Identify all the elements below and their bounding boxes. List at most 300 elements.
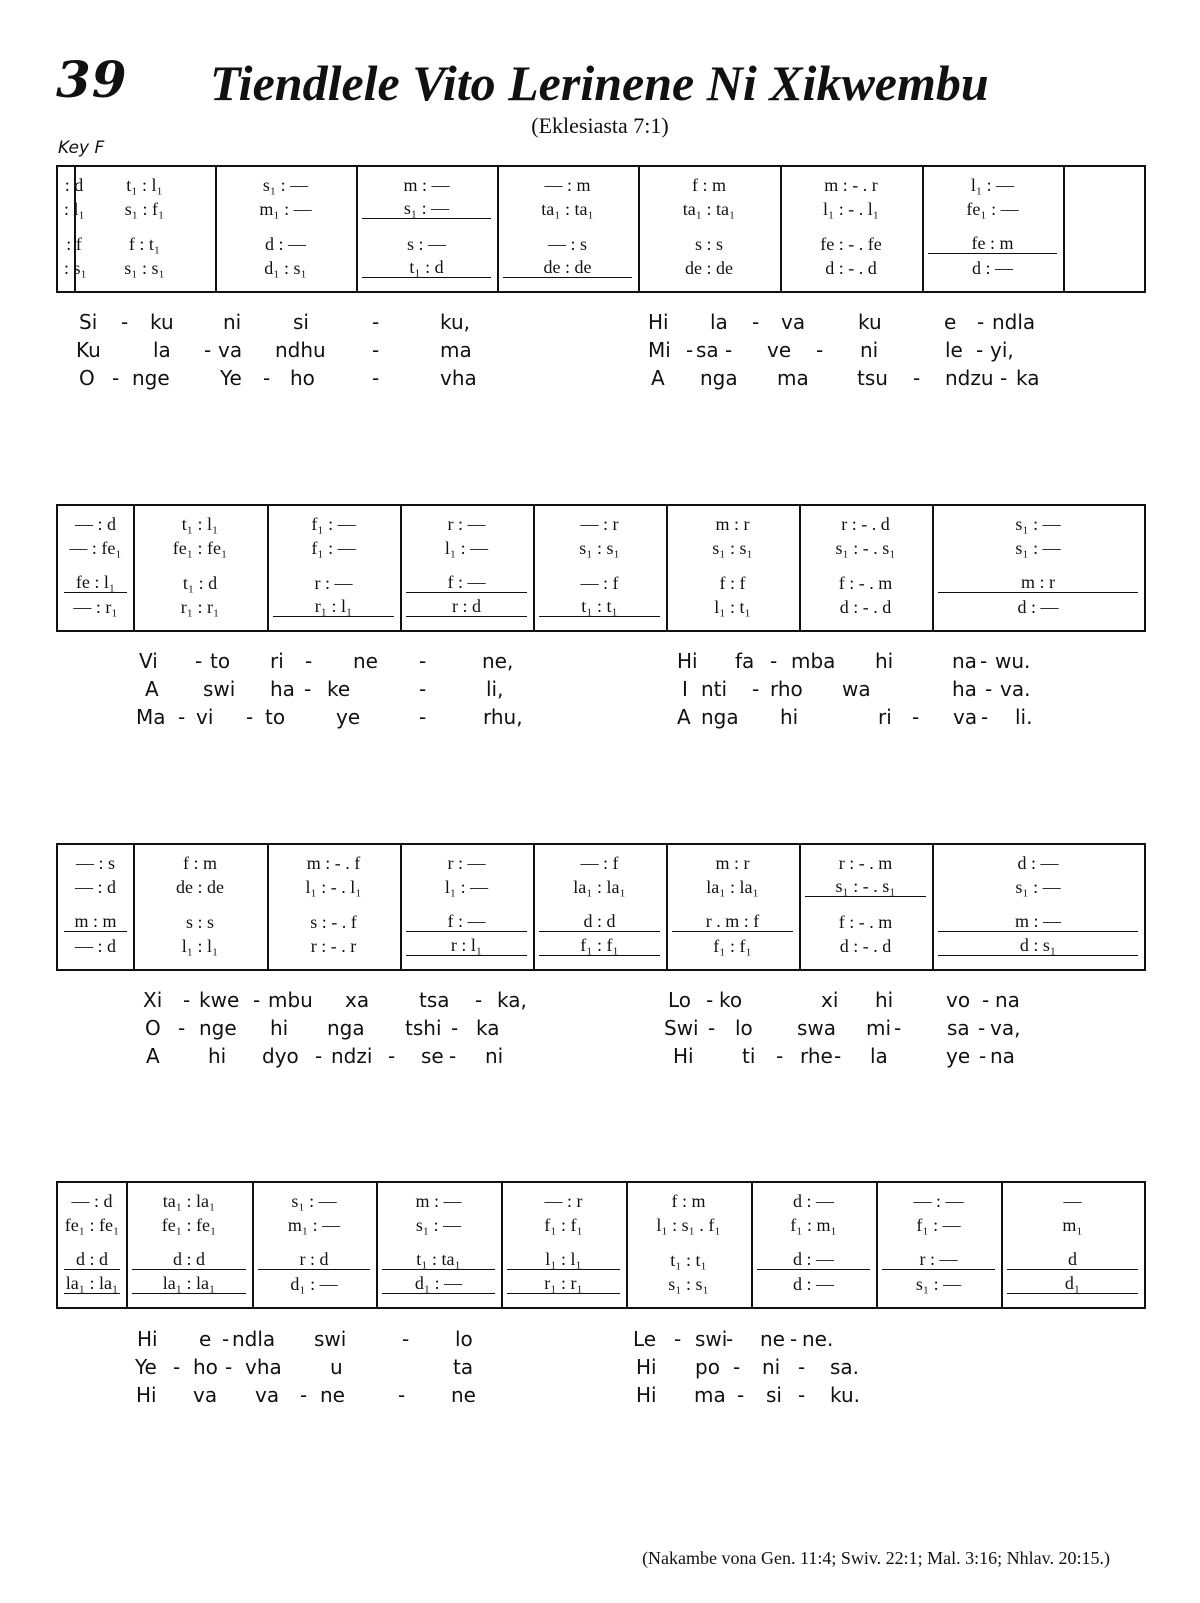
note-cell: — : s [547, 233, 587, 254]
note-cell: d : d [64, 1250, 120, 1270]
lyric-syllable: rhu, [483, 705, 523, 729]
note-cell: d : - . d [839, 596, 892, 617]
lyrics-block [0, 988, 1200, 1072]
lyric-syllable: ve [767, 338, 792, 362]
lyric-syllable: A [677, 705, 691, 729]
note-cell: l₁ : — [444, 537, 489, 558]
note-cell: s : s [185, 911, 214, 932]
lyric-syllable: A [146, 1044, 160, 1068]
lyric-syllable: ni [223, 310, 242, 334]
note-cell: : f [66, 233, 82, 254]
lyric-syllable: Ye [135, 1355, 157, 1379]
note-cell: fe₁ : fe₁ [64, 1214, 120, 1235]
lyric-syllable: Hi [136, 1383, 157, 1407]
lyric-syllable: Hi [648, 310, 669, 334]
note-cell: — : d [74, 513, 116, 534]
note-cell: — : m [544, 174, 591, 195]
lyric-syllable: - [402, 1327, 410, 1351]
note-cell: d : d [539, 912, 660, 932]
lyric-syllable: - [222, 1327, 230, 1351]
note-cell: s₁ : - . s₁ [805, 877, 926, 897]
note-cell: d₁ : s₁ [264, 257, 307, 278]
lyric-syllable: Ye [220, 366, 242, 390]
lyric-syllable: - [798, 1383, 806, 1407]
note-cell: s₁ : — [415, 1214, 462, 1235]
note-cell: f : t₁ [128, 233, 161, 254]
lyric-syllable: ku [150, 310, 174, 334]
voice-row [58, 514, 1144, 534]
staff-system [56, 1181, 1146, 1309]
lyric-syllable: - [419, 649, 427, 673]
lyric-syllable: - [300, 1383, 308, 1407]
lyric-syllable: le [945, 338, 963, 362]
lyric-syllable: ndla [232, 1327, 276, 1351]
lyric-syllable: vha [440, 366, 477, 390]
note-cell: — : r₁ [73, 596, 118, 617]
lyric-syllable: ri [878, 705, 892, 729]
lyric-line [0, 1355, 1200, 1383]
note-cell: d : — [792, 1190, 834, 1211]
note-cell: t₁ : l₁ [126, 174, 163, 195]
note-cell: s : - . f [310, 911, 357, 932]
note-cell: — : — [913, 1190, 964, 1211]
lyric-syllable: nge [132, 366, 170, 390]
lyric-syllable: mi [866, 1016, 892, 1040]
lyric-syllable: na [952, 649, 977, 673]
lyric-syllable: ku, [440, 310, 470, 334]
note-cell: m : r [938, 573, 1138, 593]
note-cell: fe : m [928, 234, 1057, 254]
lyric-syllable: la [870, 1044, 888, 1068]
lyric-syllable: e [199, 1327, 212, 1351]
staff-system [56, 843, 1146, 971]
lyric-syllable: - [770, 649, 778, 673]
lyric-syllable: - [985, 677, 993, 701]
note-cell: f₁ : — [311, 537, 356, 558]
lyric-syllable: ndla [992, 310, 1036, 334]
lyric-syllable: Le [633, 1327, 657, 1351]
lyric-syllable: - [798, 1355, 806, 1379]
lyric-syllable: - [982, 988, 990, 1012]
note-cell: m : m [64, 912, 127, 932]
lyric-syllable: - [726, 1327, 734, 1351]
note-cell: l₁ : l₁ [181, 935, 219, 956]
lyric-syllable: - [475, 988, 483, 1012]
lyric-syllable: ti [742, 1044, 756, 1068]
lyric-syllable: ndhu [275, 338, 326, 362]
note-cell: ta₁ : ta₁ [541, 198, 594, 219]
lyric-syllable: swi [695, 1327, 728, 1351]
note-cell: m : r [715, 852, 750, 873]
lyric-syllable: ke [327, 677, 351, 701]
note-cell: l₁ : t₁ [714, 596, 751, 617]
lyric-syllable: na [995, 988, 1020, 1012]
lyric-line [0, 310, 1200, 338]
lyric-syllable: hi [780, 705, 799, 729]
note-cell: de : de [503, 258, 632, 278]
lyric-syllable: - [372, 338, 380, 362]
lyric-syllable: tshi [405, 1016, 442, 1040]
lyric-syllable: Hi [636, 1383, 657, 1407]
note-cell: m : - . f [306, 852, 361, 873]
lyric-syllable: - [253, 988, 261, 1012]
voice-row [58, 912, 1144, 932]
note-cell: f : — [406, 573, 527, 593]
lyric-syllable: lo [735, 1016, 753, 1040]
lyric-syllable: ka [476, 1016, 500, 1040]
lyric-syllable: rho [770, 677, 803, 701]
note-cell: m : r [715, 513, 750, 534]
lyric-syllable: ho [193, 1355, 218, 1379]
note-cell: s₁ : — [262, 174, 309, 195]
note-cell: r : d [258, 1250, 370, 1270]
lyric-syllable: Ma [136, 705, 166, 729]
lyric-syllable: mbu [268, 988, 313, 1012]
lyric-syllable: - [121, 310, 129, 334]
lyric-syllable: ho [290, 366, 315, 390]
lyric-syllable: ka, [497, 988, 527, 1012]
lyric-syllable: - [419, 705, 427, 729]
lyric-syllable: ma [777, 366, 809, 390]
lyric-syllable: - [790, 1327, 798, 1351]
lyric-syllable: vi [196, 705, 214, 729]
voice-row [58, 258, 1144, 278]
lyric-syllable: ka [1016, 366, 1040, 390]
lyric-syllable: - [225, 1355, 233, 1379]
note-cell: f₁ : — [916, 1214, 961, 1235]
lyric-syllable: ne. [802, 1327, 834, 1351]
lyric-syllable: swi [314, 1327, 347, 1351]
voice-row [58, 199, 1144, 219]
note-cell: — : d [74, 935, 116, 956]
lyric-syllable: - [1000, 366, 1008, 390]
note-cell: r : - . d [841, 513, 890, 534]
lyric-syllable: ne [760, 1327, 785, 1351]
note-cell: t₁ : d [362, 258, 491, 278]
note-cell: t₁ : t₁ [670, 1249, 707, 1270]
note-cell: f₁ : m₁ [790, 1214, 837, 1235]
note-cell: s₁ : — [1015, 513, 1061, 534]
lyric-syllable: - [725, 338, 733, 362]
voice-row [58, 1274, 1144, 1294]
note-cell: l₁ : — [444, 876, 489, 897]
note-cell: d : — [971, 257, 1013, 278]
lyric-syllable: - [372, 366, 380, 390]
note-cell: — [1063, 1190, 1082, 1211]
lyric-syllable: Mi [648, 338, 671, 362]
lyric-syllable: Si [79, 310, 98, 334]
note-cell: de : de [685, 257, 733, 278]
note-cell: ta₁ : ta₁ [682, 198, 736, 219]
note-cell: f : m [692, 174, 726, 195]
lyric-syllable: po [695, 1355, 720, 1379]
note-cell: f : - . m [838, 572, 893, 593]
lyric-syllable: ni [485, 1044, 504, 1068]
lyric-syllable: ku. [830, 1383, 860, 1407]
lyric-syllable: Vi [139, 649, 158, 673]
lyric-syllable: - [178, 705, 186, 729]
lyric-line [0, 1044, 1200, 1072]
note-cell: f₁ : f₁ [713, 935, 752, 956]
note-cell: — : r [544, 1190, 583, 1211]
lyric-syllable: ndzu [945, 366, 994, 390]
lyric-syllable: - [816, 338, 824, 362]
note-cell: — : r [580, 513, 619, 534]
staff-system [56, 504, 1146, 632]
lyric-syllable: li. [1015, 705, 1033, 729]
note-cell: l₁ : l₁ [507, 1250, 620, 1270]
lyric-line [0, 366, 1200, 394]
lyric-syllable: Lo [668, 988, 692, 1012]
lyric-line [0, 1383, 1200, 1411]
note-cell: r : l₁ [406, 936, 527, 956]
note-cell: l₁ : s₁ . f₁ [656, 1214, 721, 1235]
lyric-syllable: - [976, 338, 984, 362]
lyric-syllable: va, [990, 1016, 1021, 1040]
note-cell: r : — [447, 852, 486, 873]
lyric-syllable: to [210, 649, 231, 673]
lyric-syllable: u [330, 1355, 343, 1379]
lyric-syllable: - [686, 338, 694, 362]
note-cell: s₁ : s₁ [712, 537, 753, 558]
note-cell: l₁ : - . l₁ [305, 876, 362, 897]
lyric-syllable: ndzi [331, 1044, 373, 1068]
note-cell: d : - . d [839, 935, 892, 956]
lyric-syllable: to [265, 705, 286, 729]
lyric-syllable: va [218, 338, 243, 362]
lyric-syllable: ni [860, 338, 879, 362]
lyric-syllable: swi [203, 677, 236, 701]
lyric-syllable: fa [735, 649, 755, 673]
note-cell: f : - . m [838, 911, 893, 932]
note-cell: f : f [719, 572, 746, 593]
lyric-syllable: wa [842, 677, 871, 701]
voice-row [58, 1250, 1144, 1270]
note-cell: m₁ [1062, 1214, 1083, 1235]
hymn-number: 39 [56, 50, 128, 109]
lyric-syllable: Hi [677, 649, 698, 673]
lyric-syllable: lo [455, 1327, 473, 1351]
note-cell: m₁ : — [287, 1214, 341, 1235]
note-cell: d₁ : — [290, 1273, 338, 1294]
lyrics-block [0, 1327, 1200, 1411]
note-cell: l₁ : — [970, 174, 1015, 195]
lyric-syllable: ne [353, 649, 378, 673]
lyric-syllable: Ku [76, 338, 101, 362]
lyric-syllable: na [990, 1044, 1015, 1068]
lyric-syllable: va [193, 1383, 218, 1407]
lyric-syllable: ko [719, 988, 743, 1012]
note-cell: : l₁ [64, 198, 85, 219]
voice-row [58, 1191, 1144, 1211]
lyric-line [0, 1016, 1200, 1044]
lyric-syllable: - [708, 1016, 716, 1040]
note-cell: m : — [415, 1190, 462, 1211]
voice-row [58, 573, 1144, 593]
lyric-syllable: tsa [419, 988, 450, 1012]
lyric-syllable: - [894, 1016, 902, 1040]
note-cell: f₁ : — [311, 513, 356, 534]
note-cell: d : - . d [825, 257, 877, 278]
note-cell: s₁ : s₁ [668, 1273, 709, 1294]
lyric-syllable: I [682, 677, 688, 701]
note-cell: r : - . m [838, 852, 893, 873]
note-cell: la₁ : la₁ [706, 876, 759, 897]
lyric-syllable: - [112, 366, 120, 390]
lyric-syllable: hi [208, 1044, 227, 1068]
note-cell: m : - . r [824, 174, 878, 195]
key-signature: Key F [58, 138, 105, 158]
lyric-syllable: swa [797, 1016, 837, 1040]
note-cell: d : — [1017, 596, 1059, 617]
lyric-line [0, 705, 1200, 733]
voice-row [58, 1215, 1144, 1235]
lyric-syllable: hi [875, 988, 894, 1012]
note-cell: t₁ : l₁ [181, 513, 219, 534]
note-cell: t₁ : d [182, 572, 218, 593]
note-cell: m₁ : — [259, 198, 312, 219]
lyric-syllable: sa [696, 338, 719, 362]
lyric-syllable: si [293, 310, 309, 334]
note-cell: r₁ : r₁ [180, 596, 220, 617]
lyric-syllable: ye [336, 705, 361, 729]
note-cell: s₁ : - . s₁ [835, 537, 896, 558]
lyric-syllable: nga [327, 1016, 365, 1040]
lyric-syllable: Hi [137, 1327, 158, 1351]
staff-system [56, 165, 1146, 293]
lyric-syllable: - [195, 649, 203, 673]
lyric-syllable: - [977, 310, 985, 334]
lyric-syllable: - [752, 677, 760, 701]
note-cell: fe : - . fe [820, 233, 882, 254]
lyric-syllable: ne [451, 1383, 476, 1407]
note-cell: — : f [580, 572, 619, 593]
lyric-syllable: - [372, 310, 380, 334]
lyric-line [0, 677, 1200, 705]
note-cell: r₁ : l₁ [273, 597, 394, 617]
note-cell: f : m [183, 852, 217, 873]
lyric-syllable: sa [947, 1016, 970, 1040]
lyric-syllable: - [449, 1044, 457, 1068]
lyric-syllable: - [912, 705, 920, 729]
lyric-syllable: ne, [482, 649, 514, 673]
note-cell: r₁ : r₁ [507, 1274, 620, 1294]
lyric-syllable: - [776, 1044, 784, 1068]
lyric-syllable: nge [199, 1016, 237, 1040]
lyric-syllable: - [388, 1044, 396, 1068]
lyric-syllable: Xi [143, 988, 163, 1012]
voice-row [58, 877, 1144, 897]
lyric-syllable: li, [486, 677, 504, 701]
lyric-syllable: - [246, 705, 254, 729]
note-cell: f : — [406, 912, 527, 932]
note-cell: s₁ : — [915, 1273, 962, 1294]
lyric-syllable: - [204, 338, 212, 362]
note-cell: s₁ : s₁ [124, 257, 165, 278]
voice-row [58, 853, 1144, 873]
lyric-syllable: - [674, 1327, 682, 1351]
note-cell: s : s [694, 233, 723, 254]
note-cell: : d [64, 174, 84, 195]
lyric-syllable: - [980, 649, 988, 673]
lyric-syllable: dyo [262, 1044, 299, 1068]
lyric-syllable: - [305, 649, 313, 673]
note-cell: t₁ : t₁ [539, 597, 660, 617]
lyric-syllable: nti [701, 677, 728, 701]
lyric-syllable: - [304, 677, 312, 701]
note-cell: s : — [406, 233, 446, 254]
lyric-syllable: si [766, 1383, 782, 1407]
lyric-syllable: Swi [664, 1016, 699, 1040]
lyric-syllable: xi [821, 988, 839, 1012]
lyric-syllable: - [263, 366, 271, 390]
lyric-syllable: se [421, 1044, 444, 1068]
lyric-syllable: sa. [830, 1355, 860, 1379]
note-cell: d : — [757, 1250, 870, 1270]
lyric-syllable: la [710, 310, 728, 334]
lyric-syllable: ha [270, 677, 295, 701]
lyric-syllable: nga [701, 705, 739, 729]
lyric-syllable: nga [700, 366, 738, 390]
lyric-syllable: ma [694, 1383, 726, 1407]
note-cell: — : d [71, 1190, 113, 1211]
voice-row [58, 234, 1144, 254]
scripture-reference: (Eklesiasta 7:1) [531, 113, 669, 138]
note-cell: : s₁ [64, 257, 87, 278]
note-cell: — : fe₁ [69, 537, 122, 558]
lyric-syllable: ne [320, 1383, 345, 1407]
lyric-syllable: Hi [673, 1044, 694, 1068]
lyric-syllable: - [398, 1383, 406, 1407]
note-cell: r . m : f [672, 912, 793, 932]
lyric-syllable: kwe [199, 988, 240, 1012]
lyric-syllable: A [651, 366, 665, 390]
note-cell: la₁ : la₁ [132, 1274, 246, 1294]
voice-row [58, 597, 1144, 617]
lyric-syllable: ku [858, 310, 882, 334]
note-cell: f₁ : f₁ [544, 1214, 583, 1235]
lyric-syllable: - [173, 1355, 181, 1379]
lyric-syllable: mba [791, 649, 836, 673]
note-cell: d : s₁ [938, 936, 1138, 956]
lyric-syllable: la [153, 338, 171, 362]
note-cell: fe₁ : — [966, 198, 1019, 219]
lyric-syllable: - [737, 1383, 745, 1407]
lyric-syllable: rhe [800, 1044, 833, 1068]
lyric-syllable: wu. [995, 649, 1031, 673]
lyric-syllable: va. [1000, 677, 1031, 701]
lyric-syllable: - [178, 1016, 186, 1040]
note-cell: la₁ : la₁ [65, 1273, 119, 1293]
footnote: (Nakambe vona Gen. 11:4; Swiv. 22:1; Mal. 3:16; Nhlav. 20:15.) [642, 1548, 1110, 1568]
hymn-title: Tiendlele Vito Lerinene Ni Xikwembu [210, 55, 989, 111]
lyric-syllable: tsu [857, 366, 888, 390]
lyric-syllable: - [981, 705, 989, 729]
voice-row [58, 936, 1144, 956]
lyric-syllable: ye [946, 1044, 971, 1068]
lyric-line [0, 649, 1200, 677]
lyric-syllable: ta [453, 1355, 474, 1379]
note-cell: f : m [671, 1190, 706, 1211]
voice-row [58, 538, 1144, 558]
lyric-syllable: va [255, 1383, 280, 1407]
lyric-syllable: O [79, 366, 95, 390]
note-cell: r : — [447, 513, 486, 534]
lyric-syllable: va [781, 310, 806, 334]
lyric-syllable: hi [875, 649, 894, 673]
note-cell: s₁ : — [362, 199, 491, 219]
note-cell: — : f [580, 852, 619, 873]
